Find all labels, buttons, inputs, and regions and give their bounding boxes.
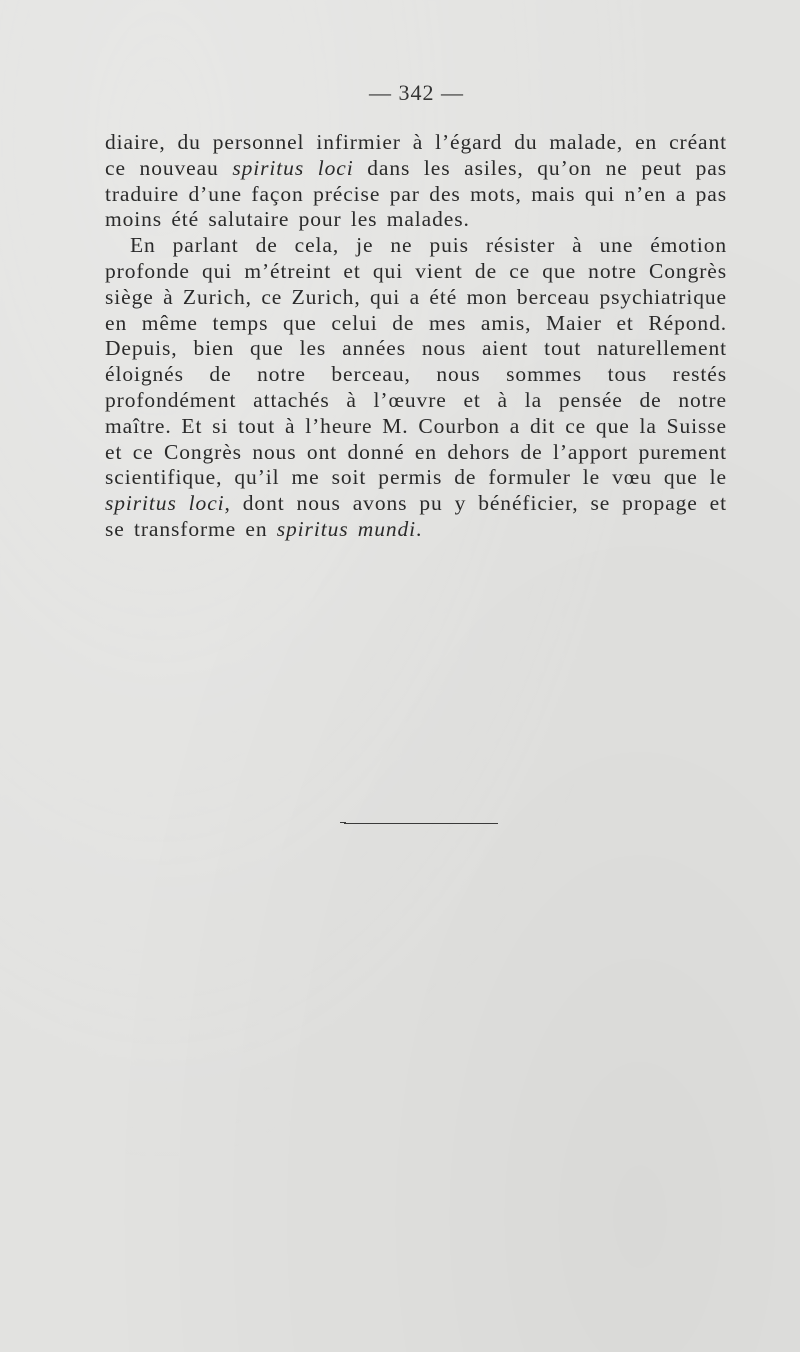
paragraph-2-text-2: , dont nous avons pu y bénéficier, se propage et se transforme en bbox=[105, 491, 727, 541]
paragraph-2-text-3: . bbox=[416, 516, 423, 541]
paragraph-1-italic: spiritus loci bbox=[232, 155, 354, 180]
paragraph-2-text: En parlant de cela, je ne puis résister à une émotion profonde qui m’étreint et qui vient de ce que notre Congrès siège à Zurich, ce Zurich, qui a été mon berceau psychiatrique en même temps que celui de mes amis, Maier et Répond. Depuis, bien que les années nous aient tout naturellement éloignés de notre berceau, nous sommes tous restés profondément attachés à l’œuvre et à la pensée de notre maître. Et si tout à l’heure M. Courbon a dit ce que la Suisse et ce Congrès nous ont donné en dehors de l’apport purement scientifique, qu’il me soit permis de formuler le vœu que le bbox=[105, 233, 727, 490]
paragraph-2 bbox=[105, 233, 727, 543]
paragraph-2-italic-1: spiritus loci bbox=[105, 491, 225, 516]
paragraph-2-italic-2: spiritus mundi bbox=[276, 516, 417, 541]
paragraph-1-text: diaire, du personnel infirmier à l’égard du malade, en créant ce nouveau bbox=[105, 130, 727, 180]
paragraph-1-text-2: dans les asiles, qu’on ne peut pas traduire d’une façon précise par des mots, mais qui n’en a pas moins été salutaire pour les malades. bbox=[105, 155, 728, 232]
end-rule-divider bbox=[344, 823, 498, 824]
page-number: — 342 — bbox=[369, 80, 464, 105]
end-rule-lead bbox=[340, 822, 346, 823]
paragraph-1 bbox=[105, 130, 727, 233]
body-text bbox=[105, 130, 727, 543]
